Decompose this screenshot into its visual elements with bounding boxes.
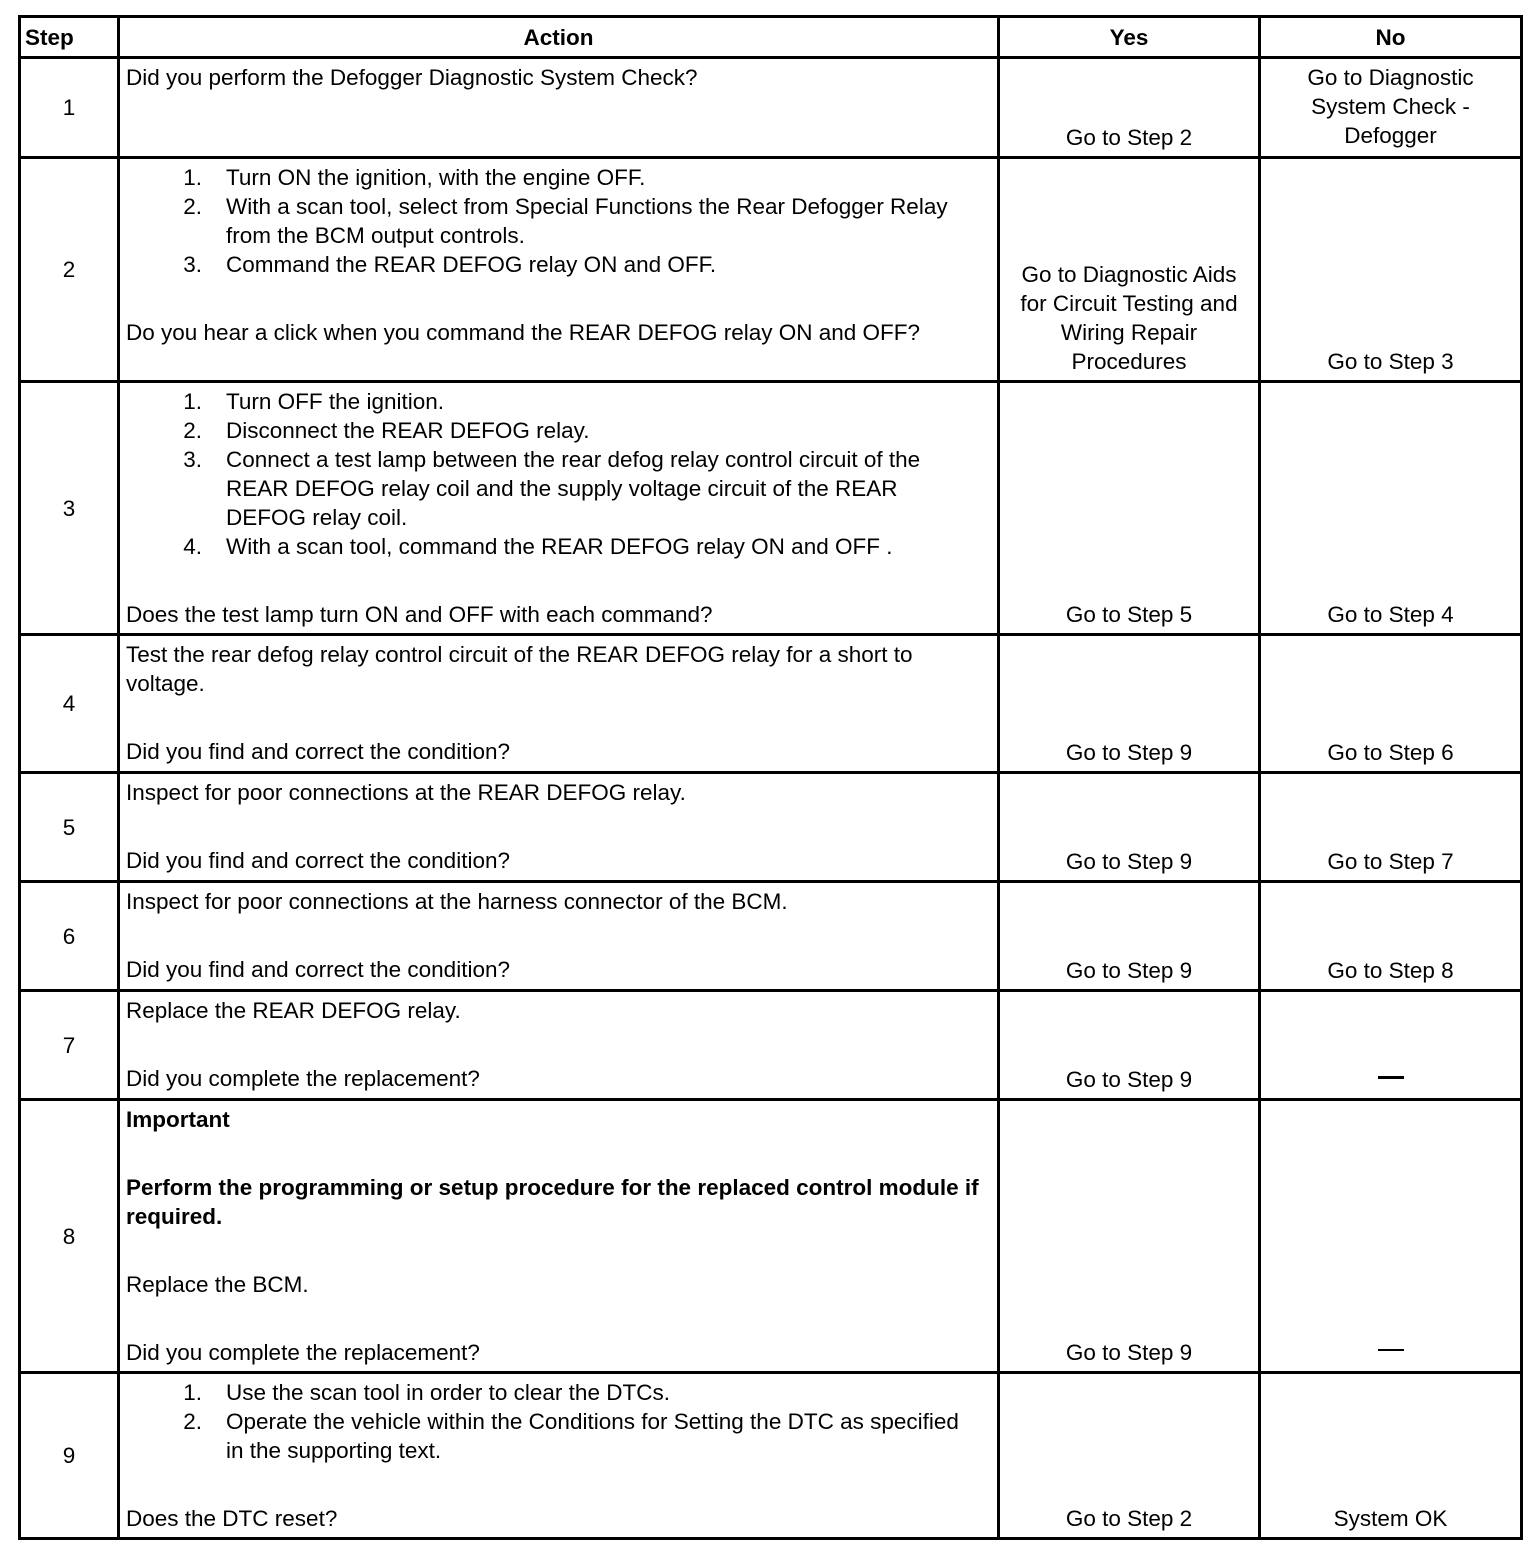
yes-cell: Go to Step 9 bbox=[999, 1100, 1260, 1373]
yes-cell: Go to Step 9 bbox=[999, 773, 1260, 882]
yes-cell: Go to Diagnostic Aids for Circuit Testing and Wiring Repair Procedures bbox=[999, 158, 1260, 382]
step-number: 5 bbox=[20, 773, 119, 882]
substep-item: 2. Disconnect the REAR DEFOG relay. bbox=[183, 418, 590, 443]
step-number: 1 bbox=[20, 58, 119, 158]
yes-cell: Go to Step 9 bbox=[999, 882, 1260, 991]
action-question: Did you perform the Defogger Diagnostic System Check? bbox=[126, 65, 698, 90]
step-number: 7 bbox=[20, 991, 119, 1100]
action-instruction: Replace the REAR DEFOG relay. bbox=[126, 998, 461, 1023]
step-number: 4 bbox=[20, 635, 119, 773]
substep-list bbox=[126, 1378, 991, 1465]
table-row bbox=[20, 382, 1522, 635]
table-header-row bbox=[20, 17, 1522, 58]
important-label: Important bbox=[126, 1107, 230, 1132]
no-cell: Go to Step 6 bbox=[1260, 635, 1522, 773]
substep-item: 2. With a scan tool, select from Special Functions the Rear Defogger Relay from the BCM output controls. bbox=[183, 194, 948, 248]
action-instruction: Test the rear defog relay control circuit of the REAR DEFOG relay for a short to voltage. bbox=[126, 642, 913, 696]
action-question: Did you find and correct the condition? bbox=[126, 739, 510, 764]
header-action: Action bbox=[119, 17, 999, 58]
action-cell bbox=[119, 58, 999, 158]
table-row bbox=[20, 635, 1522, 773]
substep-item: 1. Turn OFF the ignition. bbox=[183, 389, 445, 414]
no-cell: Go to Step 8 bbox=[1260, 882, 1522, 991]
action-question: Does the test lamp turn ON and OFF with each command? bbox=[126, 602, 713, 627]
table-row bbox=[20, 882, 1522, 991]
substep-item: 2. Operate the vehicle within the Conditions for Setting the DTC as specified in the supporting text. bbox=[183, 1409, 959, 1463]
diagnostic-table bbox=[18, 15, 1523, 1540]
yes-cell: Go to Step 2 bbox=[999, 1373, 1260, 1539]
action-question: Do you hear a click when you command the REAR DEFOG relay ON and OFF? bbox=[126, 320, 921, 345]
table-row bbox=[20, 1373, 1522, 1539]
substep-item: 1. Use the scan tool in order to clear the DTCs. bbox=[183, 1380, 670, 1405]
step-number: 8 bbox=[20, 1100, 119, 1373]
substep-item: 4. With a scan tool, command the REAR DEFOG relay ON and OFF . bbox=[183, 534, 893, 559]
action-question: Did you find and correct the condition? bbox=[126, 957, 510, 982]
action-cell bbox=[119, 991, 999, 1100]
header-no: No bbox=[1260, 17, 1522, 58]
table-row bbox=[20, 158, 1522, 382]
no-cell bbox=[1260, 991, 1522, 1100]
step-number: 3 bbox=[20, 382, 119, 635]
no-cell: Go to Step 7 bbox=[1260, 773, 1522, 882]
action-cell bbox=[119, 882, 999, 991]
yes-cell: Go to Step 9 bbox=[999, 635, 1260, 773]
no-cell: Go to Diagnostic System Check - Defogger bbox=[1260, 58, 1522, 158]
action-cell bbox=[119, 1100, 999, 1373]
action-question: Did you complete the replacement? bbox=[126, 1340, 480, 1365]
action-question: Does the DTC reset? bbox=[126, 1506, 338, 1531]
substep-item: 3. Connect a test lamp between the rear defog relay control circuit of the REAR DEFOG relay coil and the supply voltage circuit of the REAR DEFOG relay coil. bbox=[183, 447, 921, 530]
important-text: Perform the programming or setup procedure for the replaced control module if required. bbox=[126, 1175, 979, 1229]
em-dash-icon bbox=[1378, 1076, 1404, 1079]
action-cell bbox=[119, 158, 999, 382]
action-cell bbox=[119, 382, 999, 635]
action-instruction: Replace the BCM. bbox=[126, 1272, 309, 1297]
step-number: 2 bbox=[20, 158, 119, 382]
yes-cell: Go to Step 5 bbox=[999, 382, 1260, 635]
step-number: 9 bbox=[20, 1373, 119, 1539]
header-step: Step bbox=[20, 17, 119, 58]
no-cell: Go to Step 4 bbox=[1260, 382, 1522, 635]
substep-item: 3. Command the REAR DEFOG relay ON and OFF. bbox=[183, 252, 717, 277]
table-row bbox=[20, 1100, 1522, 1373]
substep-item: 1. Turn ON the ignition, with the engine OFF. bbox=[183, 165, 646, 190]
action-cell bbox=[119, 773, 999, 882]
yes-cell: Go to Step 2 bbox=[999, 58, 1260, 158]
action-cell bbox=[119, 1373, 999, 1539]
action-cell bbox=[119, 635, 999, 773]
no-cell: System OK bbox=[1260, 1373, 1522, 1539]
em-dash-icon bbox=[1378, 1349, 1404, 1351]
step-number: 6 bbox=[20, 882, 119, 991]
action-instruction: Inspect for poor connections at the REAR DEFOG relay. bbox=[126, 780, 686, 805]
yes-cell: Go to Step 9 bbox=[999, 991, 1260, 1100]
table-row bbox=[20, 773, 1522, 882]
no-cell bbox=[1260, 1100, 1522, 1373]
header-yes: Yes bbox=[999, 17, 1260, 58]
action-instruction: Inspect for poor connections at the harness connector of the BCM. bbox=[126, 889, 788, 914]
table-row bbox=[20, 991, 1522, 1100]
substep-list bbox=[126, 163, 991, 279]
substep-list bbox=[126, 387, 991, 561]
table-row bbox=[20, 58, 1522, 158]
no-cell: Go to Step 3 bbox=[1260, 158, 1522, 382]
action-question: Did you complete the replacement? bbox=[126, 1066, 480, 1091]
action-question: Did you find and correct the condition? bbox=[126, 848, 510, 873]
